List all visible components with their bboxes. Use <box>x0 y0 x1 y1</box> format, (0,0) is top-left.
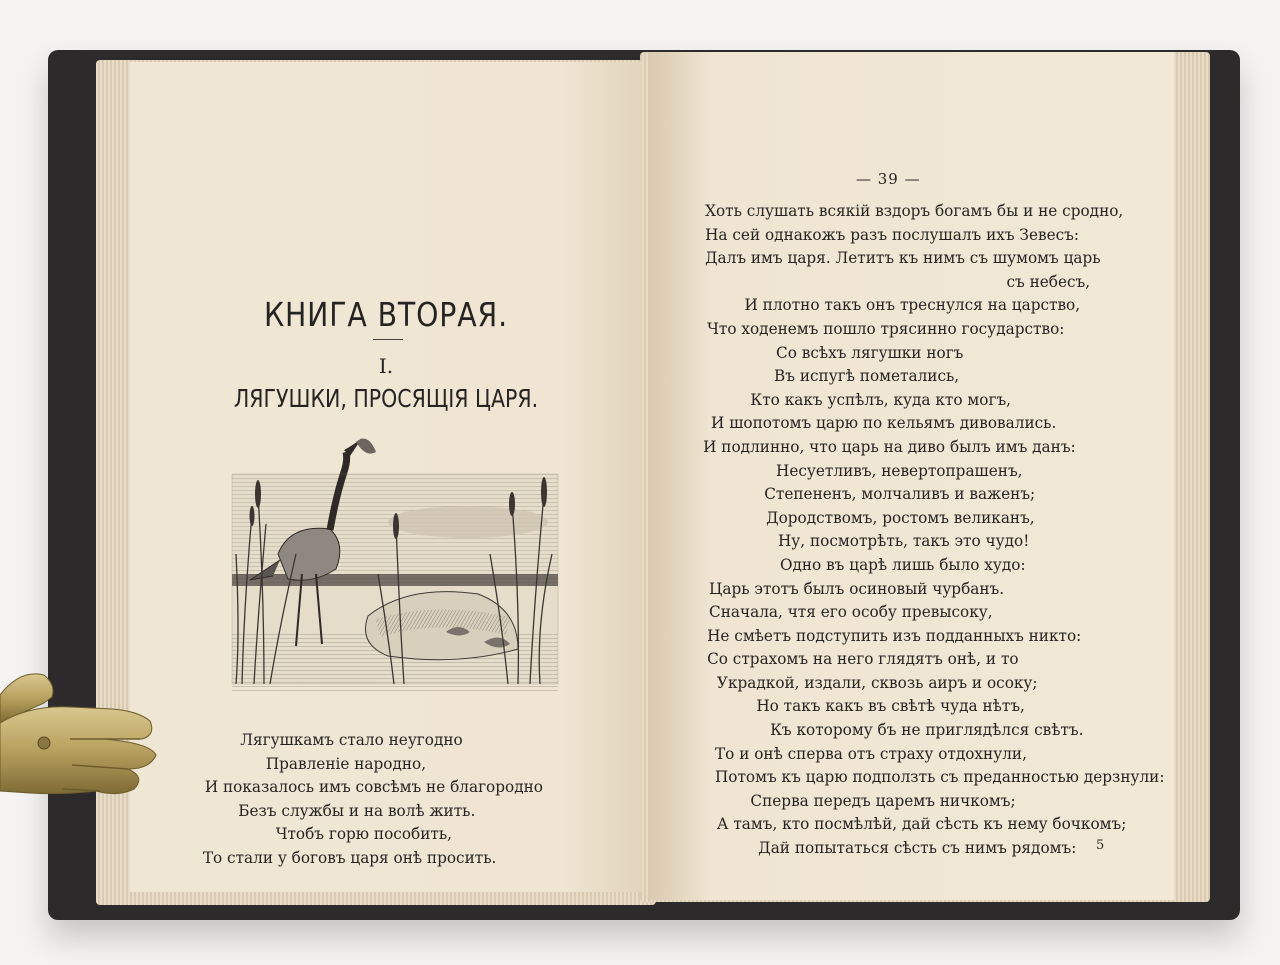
verse-line: Ну, посмотрѣть, такъ это чудо! <box>777 532 1030 551</box>
heading-rule <box>373 339 403 340</box>
verse-line: Въ испугѣ пометались, <box>774 367 960 386</box>
verse-line: съ небесъ, <box>1006 272 1091 291</box>
verse-line: Дородствомъ, ростомъ великанъ, <box>766 508 1035 527</box>
verse-line: Одно въ царѣ лишь было худо: <box>779 555 1026 574</box>
verse-line: А тамъ, кто посмѣлѣй, дай сѣсть къ нему бочкомъ; <box>716 815 1127 834</box>
verse-line: То и онѣ сперва отъ страху отдохнули, <box>714 744 1027 763</box>
verse-line: И подлинно, что царь на диво былъ имъ данъ: <box>703 437 1076 456</box>
verse-line: Кто какъ успѣлъ, куда кто могъ, <box>750 390 1012 409</box>
right-page <box>648 52 1174 900</box>
verse-line: Степененъ, молчаливъ и важенъ; <box>764 485 1036 504</box>
verse-line: Что ходенемъ пошло трясинно государство: <box>707 319 1065 338</box>
verse-line: Со всѣхъ лягушки ногъ <box>776 343 964 362</box>
page-number: — 39 — <box>856 170 921 188</box>
verse-line: Несуетливъ, невертопрашенъ, <box>776 461 1023 480</box>
verse-line: Со страхомъ на него глядятъ онѣ, и то <box>707 650 1019 669</box>
verse-line: Сперва передъ царемъ ничкомъ; <box>750 791 1016 810</box>
verse-line: Къ которому бъ не приглядѣлся свѣтъ. <box>770 721 1084 740</box>
left-page <box>130 62 642 892</box>
verse-line: Правленіе народно, <box>265 754 427 773</box>
verse-line: Чтобъ горю пособить, <box>275 825 452 844</box>
verse-line: Дай попытаться сѣсть съ нимъ рядомъ: <box>758 839 1077 858</box>
verse-line: Хоть слушать всякій вздоръ богамъ бы и не сродно, <box>705 202 1124 220</box>
verse-line: На сей однакожъ разъ послушалъ ихъ Зевесъ: <box>705 225 1080 244</box>
verse-line: То стали у боговъ царя онѣ просить. <box>202 848 497 867</box>
verse-line: Потомъ къ царю подползть съ преданностью дерзнули: <box>714 768 1165 787</box>
verse-line: Лягушкамъ стало неугодно <box>240 731 463 749</box>
hand-bookmark-icon <box>0 665 170 810</box>
verse-line: И плотно такъ онъ треснулся на царство, <box>744 296 1081 315</box>
verse-line: Царь этотъ былъ осиновый чурбанъ. <box>709 579 1005 598</box>
verse-line: Безъ службы и на волѣ жить. <box>238 801 476 820</box>
verse-line: И шопотомъ царю по кельямъ дивовались. <box>711 414 1057 433</box>
verse-line: Сначала, чтя его особу превысоку, <box>709 603 993 622</box>
verse-line: И показалось имъ совсѣмъ не благородно <box>204 778 543 797</box>
signature-mark: 5 <box>1096 838 1105 853</box>
verse-line: Не смѣетъ подступить изъ подданныхъ никто: <box>707 626 1082 645</box>
fable-number: I. <box>378 354 394 378</box>
book-heading: КНИГА ВТОРАЯ. <box>263 295 509 334</box>
fable-title: ЛЯГУШКИ, ПРОСЯЩІЯ ЦАРЯ. <box>233 384 539 413</box>
stork-with-frog-engraving <box>218 434 572 716</box>
verse-line: Далъ имъ царя. Летитъ къ нимъ съ шумомъ царь <box>705 249 1101 268</box>
right-verse <box>648 200 1166 861</box>
verse-line: Но такъ какъ въ свѣтѣ чуда нѣтъ, <box>756 697 1025 716</box>
verse-line: Украдкой, издали, сквозь аиръ и осоку; <box>716 673 1038 692</box>
left-verse <box>130 729 634 871</box>
